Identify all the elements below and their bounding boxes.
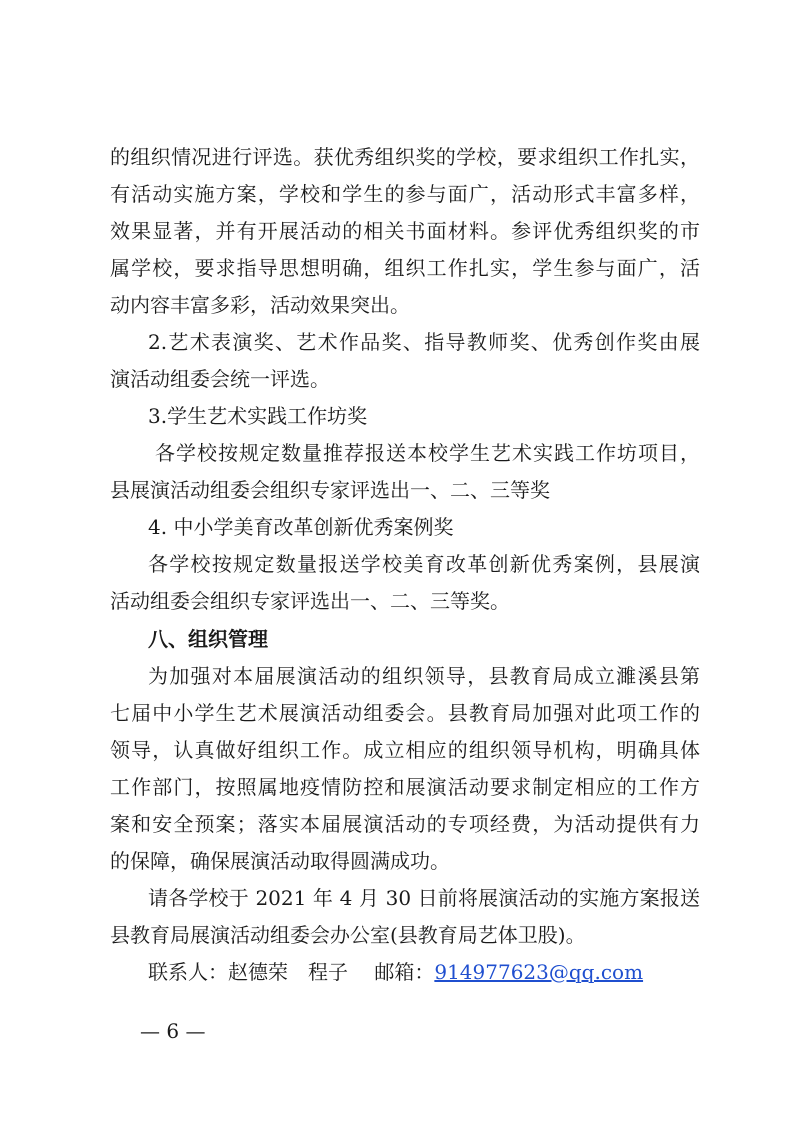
award-item-3: 3.学生艺术实践工作坊奖 [148, 404, 368, 428]
award-item-2: 2.艺术表演奖、艺术作品奖、指导教师奖、优秀创作奖由展 [148, 330, 700, 354]
body-text-line: 请各学校于 2021 年 4 月 30 日前将展演活动的实施方案报送 [148, 886, 700, 910]
body-text-line: 各学校按规定数量报送学校美育改革创新优秀案例，县展演 [148, 552, 700, 576]
email-link[interactable]: 914977623@qq.com [434, 960, 644, 984]
body-text-line: 属学校，要求指导思想明确，组织工作扎实，学生参与面广，活 [110, 256, 700, 280]
body-text-line: 县展演活动组委会组织专家评选出一、二、三等奖 [110, 478, 550, 502]
body-text-line: 效果显著，并有开展活动的相关书面材料。参评优秀组织奖的市 [110, 219, 700, 243]
section-heading: 八、组织管理 [148, 627, 268, 651]
body-text-line: 动内容丰富多彩，活动效果突出。 [110, 293, 410, 317]
body-text-line: 的保障，确保展演活动取得圆满成功。 [110, 849, 450, 873]
body-text-line: 有活动实施方案，学校和学生的参与面广，活动形式丰富多样， [110, 182, 700, 206]
contact-label: 联系人：赵德荣 程子 邮箱： [148, 960, 435, 984]
body-text-line: 工作部门，按照属地疫情防控和展演活动要求制定相应的工作方 [110, 775, 700, 799]
body-text-line: 领导，认真做好组织工作。成立相应的组织领导机构，明确具体 [110, 738, 700, 762]
body-text-line: 的组织情况进行评选。获优秀组织奖的学校，要求组织工作扎实， [110, 145, 700, 169]
award-item-4: 4. 中小学美育改革创新优秀案例奖 [148, 515, 454, 539]
body-text-line: 演活动组委会统一评选。 [110, 367, 330, 391]
contact-line [148, 958, 700, 986]
body-text-line: 为加强对本届展演活动的组织领导，县教育局成立濉溪县第 [148, 664, 700, 688]
body-text-line: 县教育局展演活动组委会办公室(县教育局艺体卫股)。 [110, 923, 586, 947]
body-text-line: 案和安全预案；落实本届展演活动的专项经费，为活动提供有力 [110, 812, 700, 836]
body-text-line: 七届中小学生艺术展演活动组委会。县教育局加强对此项工作的 [110, 701, 700, 725]
page-number: — 6 — [140, 1019, 206, 1043]
body-text-line: 活动组委会组织专家评选出一、二、三等奖。 [110, 589, 510, 613]
body-text-line: 各学校按规定数量推荐报送本校学生艺术实践工作坊项目， [155, 441, 700, 465]
